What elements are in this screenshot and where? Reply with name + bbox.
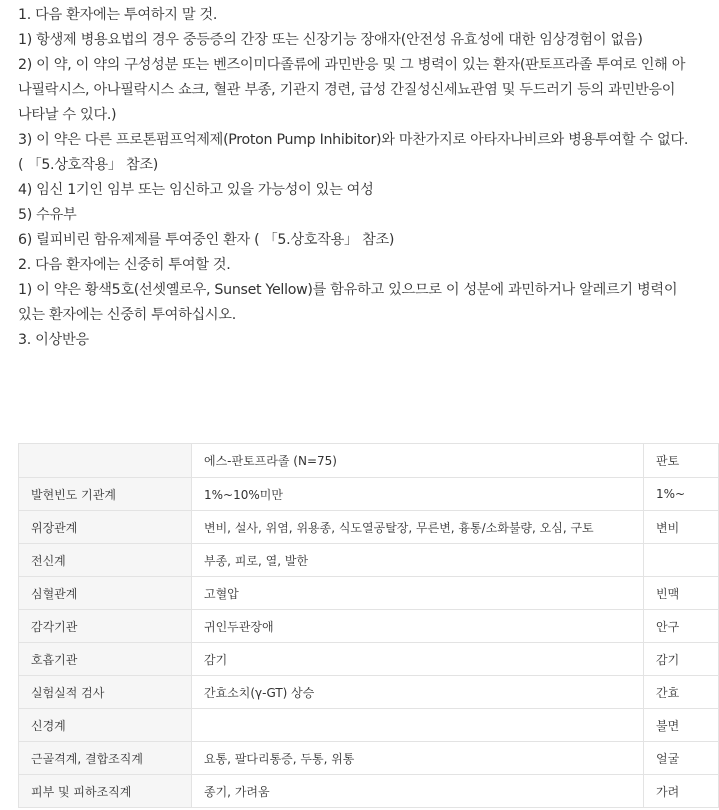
organ-system-cell: 피부 및 피하조직계 xyxy=(19,775,192,808)
organ-system-cell: 발현빈도 기관계 xyxy=(19,478,192,511)
reaction-cell: 1%~10%미만 xyxy=(192,478,644,511)
paragraph-item: 2) 이 약, 이 약의 구성성분 또는 벤즈이미다졸류에 과민반응 및 그 병력이 있는 환자(판토프라졸 투여로 인해 아나필락시스, 아나필락시스 쇼크, 혈관 부종, 기관지 경련, 급성 간질성신세뇨관염 및 두드러기 등의 과민반응이 나타날 수 있다.) xyxy=(18,57,686,123)
reaction-cell: 부종, 피로, 열, 발한 xyxy=(192,544,644,577)
paragraph-item: 3) 이 약은 다른 프로톤펌프억제제(Proton Pump Inhibitor)와 마찬가지로 아타자나비르와 병용투여할 수 없다.( 「5.상호작용」 참조) xyxy=(18,132,689,173)
reaction-cell: 귀인두관장애 xyxy=(192,610,644,643)
paragraph-item: 4) 임신 1기인 임부 또는 임신하고 있을 가능성이 있는 여성 xyxy=(18,182,374,198)
reaction-cell: 고혈압 xyxy=(192,577,644,610)
organ-system-cell: 전신계 xyxy=(19,544,192,577)
reaction-cell: 빈맥 xyxy=(644,577,719,610)
reaction-cell: 종기, 가려움 xyxy=(192,775,644,808)
paragraph-item: 6) 릴피비린 함유제제를 투여중인 환자 ( 「5.상호작용」 참조) xyxy=(18,232,395,248)
table-row xyxy=(19,577,719,610)
reaction-cell xyxy=(644,544,719,577)
header-cell: 판토 xyxy=(644,444,719,478)
paragraph-item: 1) 항생제 병용요법의 경우 중등증의 간장 또는 신장기능 장애자(안전성 유효성에 대한 임상경험이 없음) xyxy=(18,32,643,48)
table-row xyxy=(19,544,719,577)
reaction-cell xyxy=(192,709,644,742)
table-row xyxy=(19,478,719,511)
reaction-cell: 요통, 팔다리통증, 두통, 위통 xyxy=(192,742,644,775)
header-cell xyxy=(19,444,192,478)
header-cell: 에스-판토프라졸 (N=75) xyxy=(192,444,644,478)
precautions-text xyxy=(18,3,690,353)
reaction-cell: 불면 xyxy=(644,709,719,742)
reaction-cell: 가려 xyxy=(644,775,719,808)
table-row xyxy=(19,709,719,742)
organ-system-cell: 신경계 xyxy=(19,709,192,742)
reaction-cell: 간효소치(γ-GT) 상승 xyxy=(192,676,644,709)
organ-system-cell: 근골격계, 결합조직계 xyxy=(19,742,192,775)
reaction-cell: 감기 xyxy=(644,643,719,676)
reaction-cell: 간효 xyxy=(644,676,719,709)
reaction-cell: 감기 xyxy=(192,643,644,676)
table-row xyxy=(19,511,719,544)
section-2-heading: 2. 다음 환자에는 신중히 투여할 것. xyxy=(18,257,231,273)
adverse-reactions-table xyxy=(18,443,719,808)
reaction-cell: 변비, 설사, 위염, 위용종, 식도열공탈장, 무른변, 흉통/소화불량, 오심, 구토 xyxy=(192,511,644,544)
adverse-reactions-table-container[interactable] xyxy=(18,443,686,810)
table-row xyxy=(19,742,719,775)
table-row xyxy=(19,643,719,676)
section-3-heading: 3. 이상반응 xyxy=(18,332,89,348)
table-row xyxy=(19,775,719,808)
reaction-cell: 얼굴 xyxy=(644,742,719,775)
table-row xyxy=(19,610,719,643)
paragraph-item: 5) 수유부 xyxy=(18,207,77,223)
organ-system-cell: 감각기관 xyxy=(19,610,192,643)
section-1-heading: 1. 다음 환자에는 투여하지 말 것. xyxy=(18,7,218,23)
reaction-cell: 변비 xyxy=(644,511,719,544)
table-header-row xyxy=(19,444,719,478)
reaction-cell: 안구 xyxy=(644,610,719,643)
organ-system-cell: 실험실적 검사 xyxy=(19,676,192,709)
table-row xyxy=(19,676,719,709)
paragraph-item: 1) 이 약은 황색5호(선셋옐로우, Sunset Yellow)를 함유하고 있으므로 이 성분에 과민하거나 알레르기 병력이 있는 환자에는 신중히 투여하십시오. xyxy=(18,282,678,323)
organ-system-cell: 호흡기관 xyxy=(19,643,192,676)
reaction-cell: 1%~ xyxy=(644,478,719,511)
organ-system-cell: 위장관계 xyxy=(19,511,192,544)
organ-system-cell: 심혈관계 xyxy=(19,577,192,610)
